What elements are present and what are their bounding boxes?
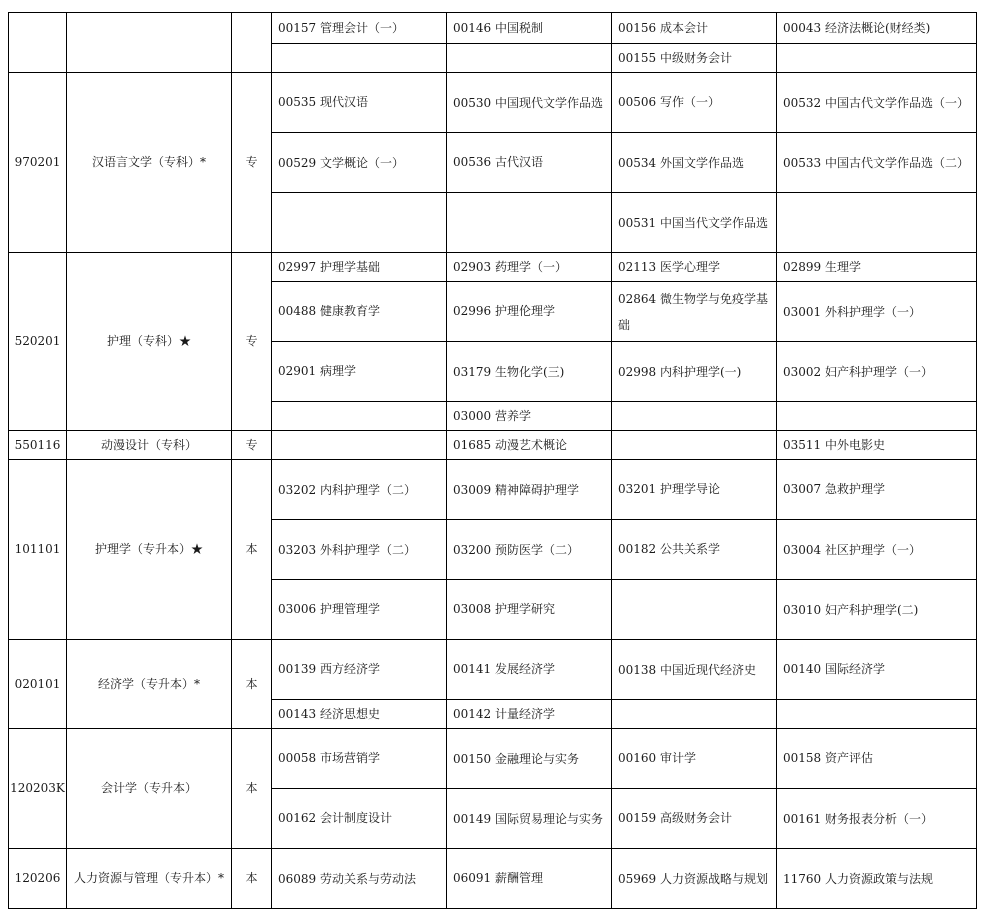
table-row [9, 640, 977, 700]
course-cell: 03001 外科护理学（一） [777, 282, 977, 342]
course-cell: 03004 社区护理学（一） [777, 520, 977, 580]
course-cell [612, 402, 777, 431]
major-code-cell: 020101 [9, 640, 67, 729]
course-cell: 00155 中级财务会计 [612, 44, 777, 73]
course-cell [272, 44, 447, 73]
major-code-cell: 120203K [9, 729, 67, 849]
course-cell [777, 193, 977, 253]
course-cell: 00532 中国古代文学作品选（一） [777, 73, 977, 133]
course-cell: 06089 劳动关系与劳动法 [272, 849, 447, 909]
course-cell: 03179 生物化学(三) [447, 342, 612, 402]
course-cell: 00149 国际贸易理论与实务 [447, 789, 612, 849]
major-code-cell: 970201 [9, 73, 67, 253]
major-code-cell: 120206 [9, 849, 67, 909]
course-cell [612, 700, 777, 729]
table-row [9, 13, 977, 44]
level-cell: 本 [232, 729, 272, 849]
course-cell: 00043 经济法概论(财经类) [777, 13, 977, 44]
level-cell: 本 [232, 849, 272, 909]
major-code-cell: 520201 [9, 253, 67, 431]
major-name-cell: 人力资源与管理（专升本）* [67, 849, 232, 909]
course-cell: 02998 内科护理学(一) [612, 342, 777, 402]
course-cell: 05969 人力资源战略与规划 [612, 849, 777, 909]
course-cell: 02903 药理学（一） [447, 253, 612, 282]
course-cell: 03511 中外电影史 [777, 431, 977, 460]
course-cell [612, 431, 777, 460]
major-name-cell: 汉语言文学（专科）* [67, 73, 232, 253]
course-cell: 00536 古代汉语 [447, 133, 612, 193]
course-cell: 03009 精神障碍护理学 [447, 460, 612, 520]
course-cell [777, 700, 977, 729]
major-name-cell: 护理（专科）★ [67, 253, 232, 431]
course-cell [447, 44, 612, 73]
course-cell [272, 193, 447, 253]
level-cell [232, 13, 272, 73]
course-cell: 00158 资产评估 [777, 729, 977, 789]
course-cell [272, 402, 447, 431]
course-table-body [9, 13, 977, 909]
course-cell: 03202 内科护理学（二） [272, 460, 447, 520]
course-cell: 03007 急救护理学 [777, 460, 977, 520]
course-cell: 00156 成本会计 [612, 13, 777, 44]
course-cell: 00160 审计学 [612, 729, 777, 789]
course-cell: 02901 病理学 [272, 342, 447, 402]
course-cell: 03010 妇产科护理学(二) [777, 580, 977, 640]
course-cell: 00157 管理会计（一） [272, 13, 447, 44]
course-cell: 00182 公共关系学 [612, 520, 777, 580]
table-row [9, 253, 977, 282]
course-cell: 02113 医学心理学 [612, 253, 777, 282]
course-cell: 03006 护理管理学 [272, 580, 447, 640]
course-cell: 00142 计量经济学 [447, 700, 612, 729]
table-row [9, 460, 977, 520]
course-cell: 02996 护理伦理学 [447, 282, 612, 342]
course-cell: 00534 外国文学作品选 [612, 133, 777, 193]
course-cell: 03008 护理学研究 [447, 580, 612, 640]
major-name-cell: 动漫设计（专科） [67, 431, 232, 460]
course-cell: 00533 中国古代文学作品选（二） [777, 133, 977, 193]
course-cell: 11760 人力资源政策与法规 [777, 849, 977, 909]
level-cell: 专 [232, 73, 272, 253]
course-cell [777, 44, 977, 73]
course-cell: 02864 微生物学与免疫学基础 [612, 282, 777, 342]
course-cell: 00535 现代汉语 [272, 73, 447, 133]
course-cell: 00140 国际经济学 [777, 640, 977, 700]
course-cell: 06091 薪酬管理 [447, 849, 612, 909]
major-name-cell [67, 13, 232, 73]
table-row [9, 849, 977, 909]
course-cell: 02899 生理学 [777, 253, 977, 282]
course-cell [272, 431, 447, 460]
course-cell: 00530 中国现代文学作品选 [447, 73, 612, 133]
course-cell [777, 402, 977, 431]
course-cell: 00150 金融理论与实务 [447, 729, 612, 789]
course-cell: 00161 财务报表分析（一） [777, 789, 977, 849]
level-cell: 专 [232, 253, 272, 431]
major-name-cell: 护理学（专升本）★ [67, 460, 232, 640]
level-cell: 本 [232, 460, 272, 640]
course-cell: 00506 写作（一） [612, 73, 777, 133]
table-row [9, 73, 977, 133]
table-row [9, 431, 977, 460]
course-cell: 01685 动漫艺术概论 [447, 431, 612, 460]
level-cell: 专 [232, 431, 272, 460]
course-cell: 00488 健康教育学 [272, 282, 447, 342]
course-cell: 00058 市场营销学 [272, 729, 447, 789]
course-cell: 00143 经济思想史 [272, 700, 447, 729]
course-cell: 03200 预防医学（二） [447, 520, 612, 580]
course-cell: 03203 外科护理学（二） [272, 520, 447, 580]
level-cell: 本 [232, 640, 272, 729]
major-code-cell: 550116 [9, 431, 67, 460]
course-cell: 03000 营养学 [447, 402, 612, 431]
course-table [8, 12, 977, 909]
course-cell: 03002 妇产科护理学（一） [777, 342, 977, 402]
course-cell: 00146 中国税制 [447, 13, 612, 44]
course-cell [447, 193, 612, 253]
course-cell [612, 580, 777, 640]
major-code-cell: 101101 [9, 460, 67, 640]
course-cell: 00139 西方经济学 [272, 640, 447, 700]
major-name-cell: 经济学（专升本）* [67, 640, 232, 729]
major-code-cell [9, 13, 67, 73]
course-cell: 00531 中国当代文学作品选 [612, 193, 777, 253]
course-cell: 03201 护理学导论 [612, 460, 777, 520]
course-cell: 00529 文学概论（一） [272, 133, 447, 193]
course-cell: 00162 会计制度设计 [272, 789, 447, 849]
course-cell: 02997 护理学基础 [272, 253, 447, 282]
table-row [9, 729, 977, 789]
course-cell: 00159 高级财务会计 [612, 789, 777, 849]
course-cell: 00138 中国近现代经济史 [612, 640, 777, 700]
major-name-cell: 会计学（专升本） [67, 729, 232, 849]
course-cell: 00141 发展经济学 [447, 640, 612, 700]
